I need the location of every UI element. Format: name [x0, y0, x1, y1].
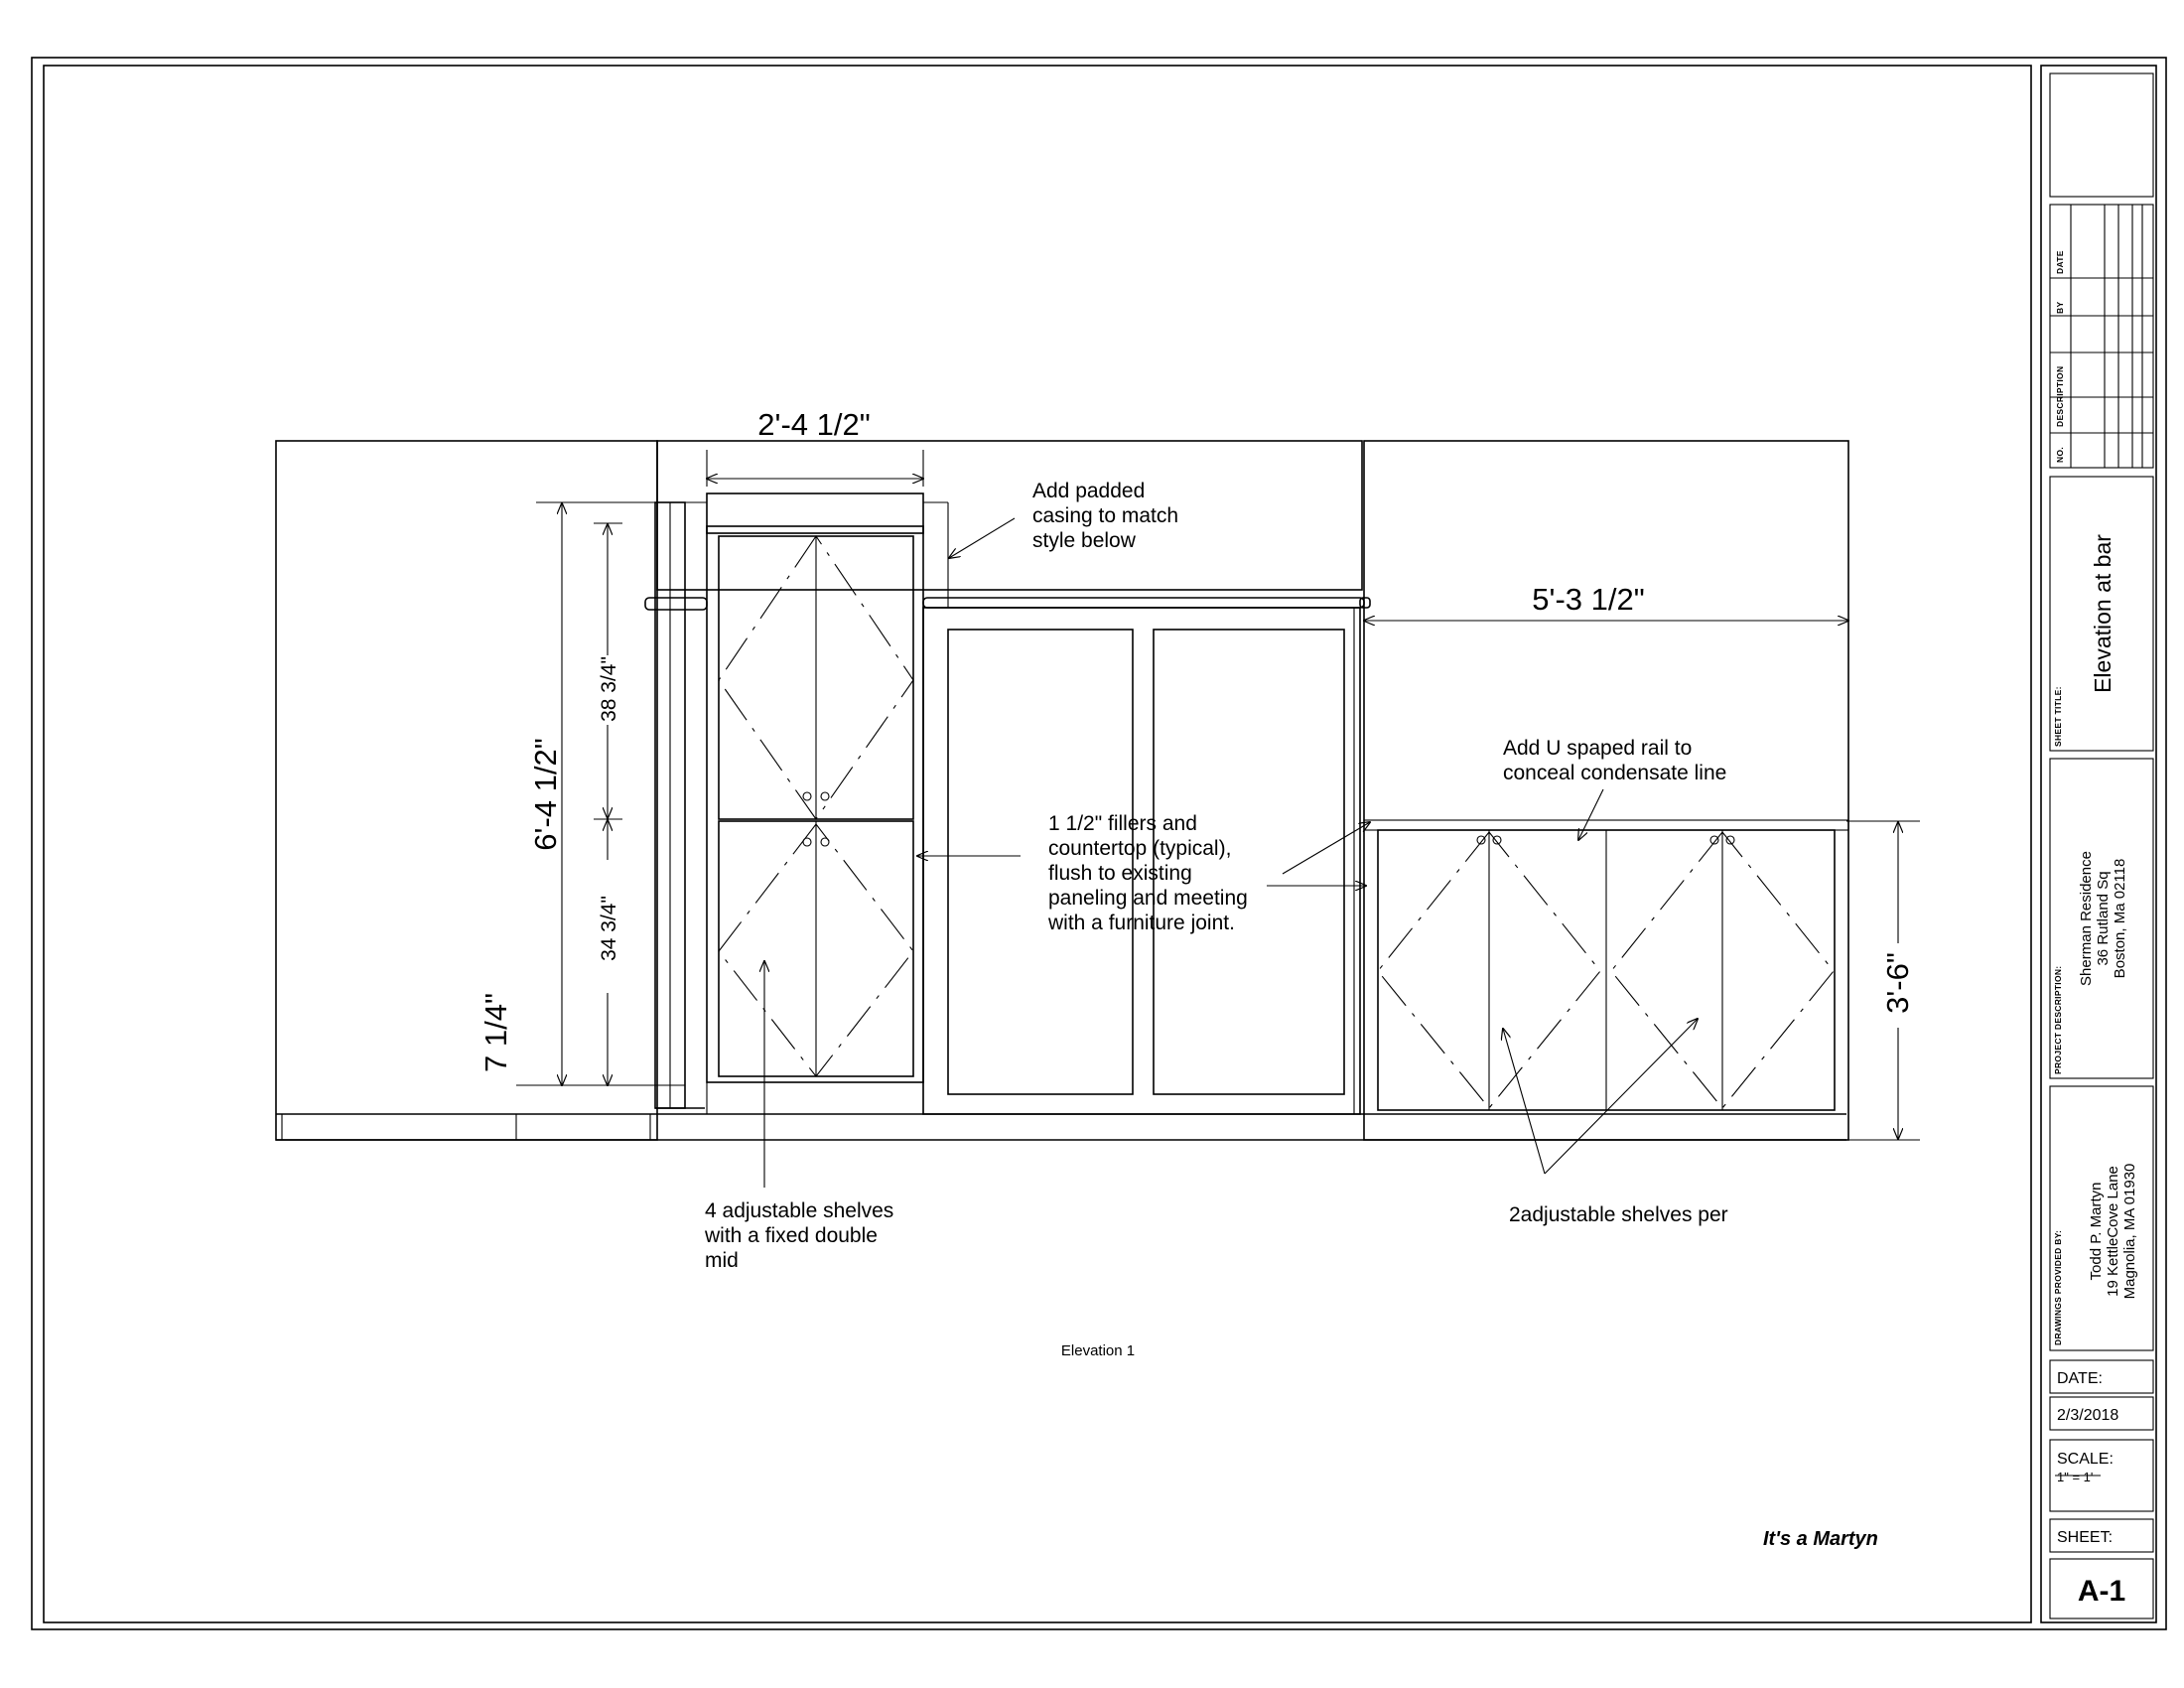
- note-base-shelves: [1503, 1019, 1728, 1226]
- dim-label: 34 3/4": [598, 896, 620, 961]
- tall-cabinet: [707, 493, 948, 1114]
- scale-value: 1" = 1': [2057, 1470, 2094, 1484]
- door-knob: [821, 838, 829, 846]
- logo-box: [2050, 73, 2153, 197]
- right-run: [1364, 441, 1848, 1140]
- svg-text:DESCRIPTION: DESCRIPTION: [2055, 365, 2065, 427]
- left-wall-panel: [276, 441, 657, 1140]
- svg-text:mid: mid: [705, 1249, 739, 1272]
- dim-label: 7 1/4": [478, 993, 513, 1072]
- svg-text:SCALE:: SCALE:: [2057, 1451, 2114, 1468]
- dim-tall-cabinet-width: [707, 407, 923, 487]
- sheet-title-box: [2050, 477, 2153, 751]
- svg-text:DATE:: DATE:: [2057, 1370, 2103, 1387]
- dim-label: 2'-4 1/2": [757, 407, 871, 442]
- note-u-rail: [1503, 737, 1726, 840]
- svg-text:paneling and meeting: paneling and meeting: [1048, 887, 1248, 910]
- svg-text:4 adjustable shelves: 4 adjustable shelves: [705, 1199, 894, 1222]
- scale-box: [2050, 1440, 2153, 1511]
- svg-text:Add U spaped rail to: Add U spaped rail to: [1503, 737, 1693, 760]
- pilaster: [645, 502, 707, 1108]
- svg-text:NO.: NO.: [2055, 446, 2065, 463]
- svg-text:style below: style below: [1032, 529, 1136, 552]
- dim-right-run-width: [1364, 582, 1848, 621]
- dim-label: 5'-3 1/2": [1532, 582, 1645, 617]
- svg-text:BY: BY: [2055, 301, 2065, 314]
- signature: It's a Martyn: [1763, 1528, 1878, 1550]
- dim-label: 3'-6": [1880, 952, 1915, 1014]
- svg-text:36 Rutland Sq: 36 Rutland Sq: [2095, 871, 2112, 966]
- elevation-drawing: [276, 407, 1920, 1550]
- svg-text:PROJECT DESCRIPTION:: PROJECT DESCRIPTION:: [2053, 965, 2063, 1074]
- note-fillers: [917, 812, 1370, 934]
- svg-text:with a furniture joint.: with a furniture joint.: [1048, 912, 1235, 934]
- sheet-number: A-1: [2077, 1575, 2126, 1608]
- svg-text:flush to existing: flush to existing: [1048, 862, 1192, 885]
- svg-text:conceal condensate line: conceal condensate line: [1503, 762, 1727, 784]
- svg-text:Todd P. Martyn: Todd P. Martyn: [2088, 1182, 2105, 1281]
- svg-text:2adjustable shelves per: 2adjustable shelves per: [1509, 1203, 1728, 1226]
- svg-text:DRAWINGS PROVIDED BY:: DRAWINGS PROVIDED BY:: [2053, 1229, 2063, 1345]
- date-value: 2/3/2018: [2057, 1407, 2119, 1424]
- svg-text:with a fixed double: with a fixed double: [705, 1224, 878, 1247]
- dim-base-height: [478, 993, 513, 1072]
- svg-text:Boston, Ma 02118: Boston, Ma 02118: [2112, 858, 2128, 979]
- door-knob: [803, 792, 811, 800]
- svg-text:countertop (typical),: countertop (typical),: [1048, 837, 1232, 860]
- view-label: Elevation 1: [1060, 1342, 1136, 1359]
- svg-text:19 KettleCove Lane: 19 KettleCove Lane: [2105, 1166, 2121, 1297]
- sheet-title: Elevation at bar: [2090, 534, 2116, 693]
- dim-right-base-height: [1846, 821, 1920, 1140]
- drawings-provided-box: [2050, 1086, 2153, 1350]
- dim-label: 6'-4 1/2": [528, 738, 563, 851]
- note-padded-casing: [949, 480, 1178, 558]
- project-description-box: [2050, 759, 2153, 1078]
- date-box: [2050, 1360, 2153, 1430]
- door-knob: [803, 838, 811, 846]
- svg-text:Sherman Residence: Sherman Residence: [2078, 851, 2095, 986]
- center-wall-panel: [657, 441, 1362, 590]
- svg-text:casing to match: casing to match: [1032, 504, 1179, 527]
- door-knob: [821, 792, 829, 800]
- svg-text:SHEET TITLE:: SHEET TITLE:: [2053, 686, 2063, 747]
- svg-text:SHEET:: SHEET:: [2057, 1529, 2114, 1546]
- svg-text:1 1/2" fillers and: 1 1/2" fillers and: [1048, 812, 1197, 835]
- dim-label: 38 3/4": [598, 656, 620, 722]
- svg-text:Magnolia, MA 01930: Magnolia, MA 01930: [2121, 1163, 2138, 1300]
- revision-table: [2050, 205, 2153, 468]
- sheet-number-box: [2050, 1519, 2153, 1618]
- note-tall-shelves: [704, 961, 893, 1272]
- svg-text:DATE: DATE: [2055, 250, 2065, 274]
- svg-text:Add padded: Add padded: [1032, 480, 1146, 502]
- title-block: [2041, 66, 2156, 1622]
